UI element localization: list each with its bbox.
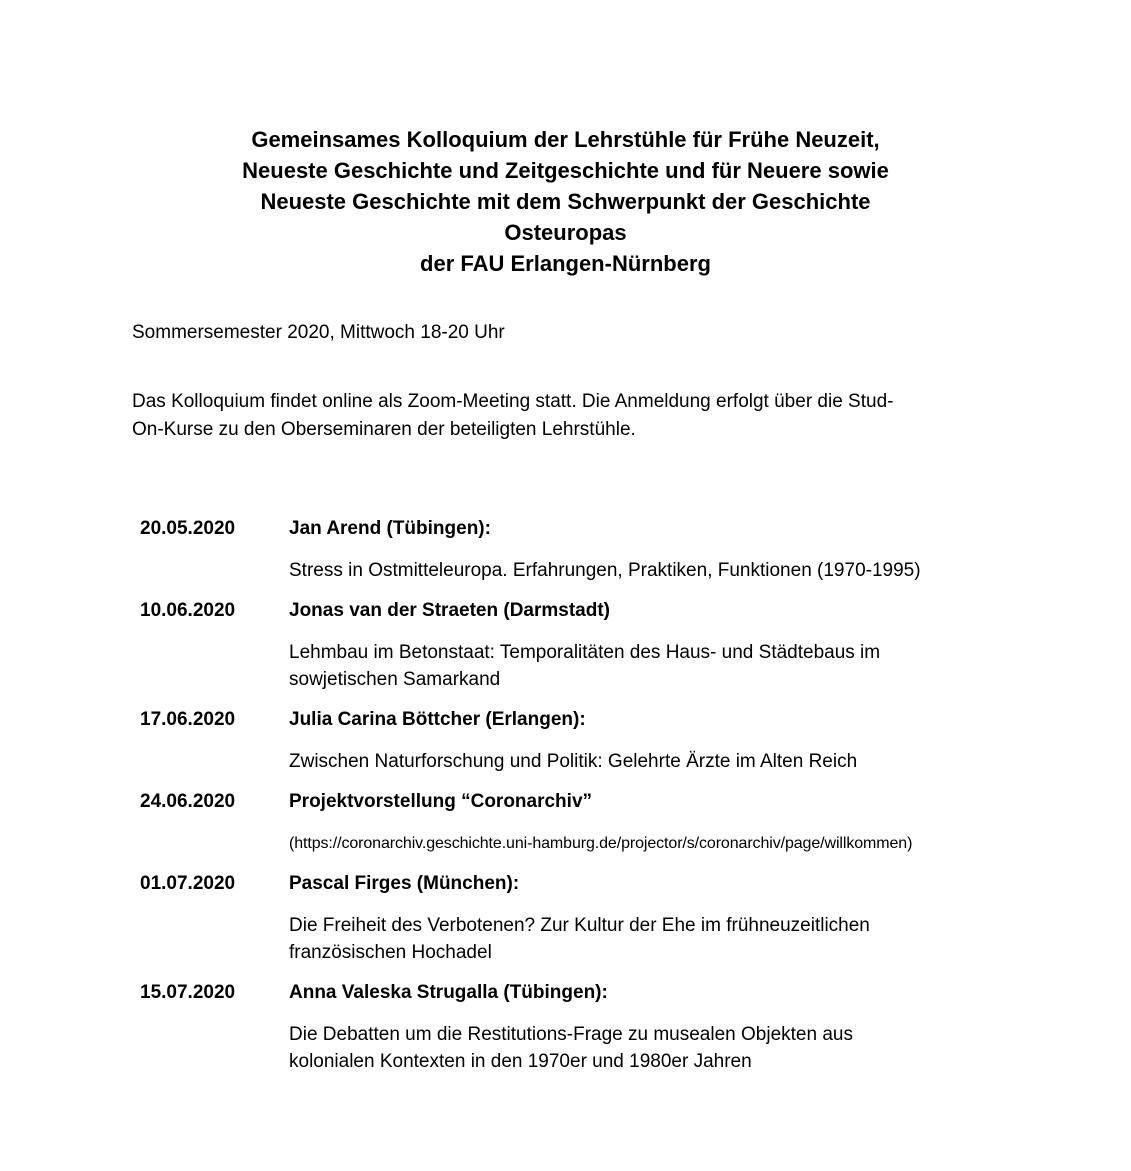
schedule-entry [140, 706, 1131, 775]
schedule-entry [140, 597, 1131, 693]
topic-line: Die Freiheit des Verbotenen? Zur Kultur der Ehe im frühneuzeitlichen [289, 915, 870, 936]
entry-date: 17.06.2020 [140, 709, 236, 730]
entry-heading: Jan Arend (Tübingen): [289, 518, 491, 539]
schedule-entry [140, 788, 1131, 857]
topic-line: französischen Hochadel [289, 942, 492, 963]
topic-line: Lehmbau im Betonstaat: Temporalitäten des Haus- und Städtebaus im [289, 642, 881, 663]
entry-topic [289, 639, 1131, 693]
topic-line: Stress in Ostmitteleuropa. Erfahrungen, Praktiken, Funktionen (1970-1995) [289, 560, 921, 581]
entry-topic [289, 748, 1131, 775]
intro-line: On-Kurse zu den Oberseminaren der beteiligten Lehrstühle. [132, 419, 636, 440]
topic-line: sowjetischen Samarkand [289, 669, 501, 690]
entry-date: 01.07.2020 [140, 873, 236, 894]
schedule-list [140, 515, 1131, 1075]
document-title [0, 0, 1131, 279]
entry-heading: Projektvorstellung “Coronarchiv” [289, 791, 593, 812]
entry-heading: Anna Valeska Strugalla (Tübingen): [289, 982, 608, 1003]
entry-topic [289, 557, 1131, 584]
entry-date: 24.06.2020 [140, 791, 236, 812]
entry-topic [289, 1021, 1131, 1075]
entry-heading: Jonas van der Straeten (Darmstadt) [289, 600, 610, 621]
intro-paragraph [132, 388, 1131, 444]
title-line: Neueste Geschichte mit dem Schwerpunkt der Geschichte [260, 189, 871, 214]
title-line: der FAU Erlangen-Nürnberg [420, 251, 711, 276]
entry-topic [289, 912, 1131, 966]
entry-link: (https://coronarchiv.geschichte.uni-hamburg.de/projector/s/coronarchiv/page/willkommen) [289, 835, 913, 852]
intro-line: Das Kolloquium findet online als Zoom-Meeting statt. Die Anmeldung erfolgt über die Stud- [132, 391, 894, 412]
entry-head [140, 706, 1131, 733]
entry-head [140, 979, 1131, 1006]
topic-line: kolonialen Kontexten in den 1970er und 1980er Jahren [289, 1051, 752, 1072]
title-line: Gemeinsames Kolloquium der Lehrstühle für Frühe Neuzeit, [251, 127, 880, 152]
entry-head [140, 788, 1131, 815]
title-line: Neueste Geschichte und Zeitgeschichte und für Neuere sowie [242, 158, 889, 183]
entry-head [140, 597, 1131, 624]
entry-date: 20.05.2020 [140, 518, 236, 539]
entry-topic [289, 830, 1131, 857]
entry-head [140, 515, 1131, 542]
entry-head [140, 870, 1131, 897]
entry-date: 15.07.2020 [140, 982, 236, 1003]
title-line: Osteuropas [504, 220, 627, 245]
entry-date: 10.06.2020 [140, 600, 236, 621]
schedule-entry [140, 870, 1131, 966]
schedule-entry [140, 515, 1131, 584]
entry-heading: Pascal Firges (München): [289, 873, 520, 894]
topic-line: Die Debatten um die Restitutions-Frage zu musealen Objekten aus [289, 1024, 853, 1045]
schedule-entry [140, 979, 1131, 1075]
semester-info: Sommersemester 2020, Mittwoch 18-20 Uhr [132, 322, 505, 343]
topic-line: Zwischen Naturforschung und Politik: Gelehrte Ärzte im Alten Reich [289, 751, 858, 772]
entry-heading: Julia Carina Böttcher (Erlangen): [289, 709, 586, 730]
